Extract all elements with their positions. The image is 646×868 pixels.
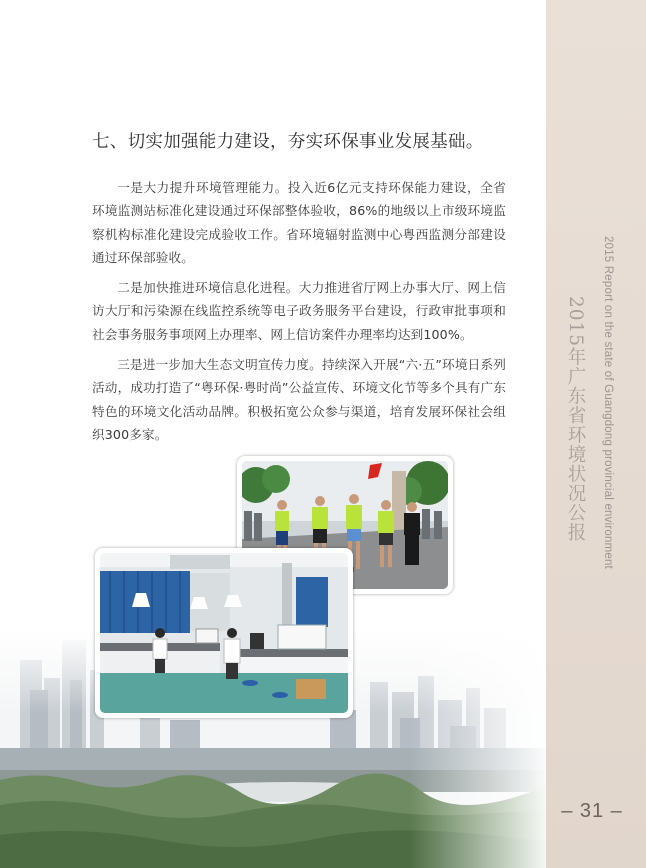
paragraph-informatization: 二是加快推进环境信息化进程。大力推进省厅网上办事大厅、网上信访大厅和污染源在线监控系统等电子政务服务平台建设，行政审批事项和社会事务服务事项网上办理率、网上信访案件办理率均达到100%。 [92,280,506,342]
section-heading: 七、切实加强能力建设，夯实环保事业发展基础。 [92,132,484,152]
photo-laboratory [95,548,353,718]
page-number: – 31 – [561,800,623,822]
paragraph-publicity: 三是进一步加大生态文明宣传力度。持续深入开展“六·五”环境日系列活动，成功打造了“粤环保·粤时尚”公益宣传、环境文化节等多个具有广东特色的环境文化活动品牌。积极拓宽公众参与渠道，培育发展环保社会组织300多家。 [92,357,506,442]
paragraph-management-capacity: 一是大力提升环境管理能力。投入近6亿元支持环保能力建设，全省环境监测站标准化建设通过环保部整体验收，86%的地级以上市级环境监察机构标准化建设完成验收工作。省环境辐射监测中心粤西监测分部建设通过环保部验收。 [92,180,506,265]
report-title-english: 2015 Report on the state of Guangdong provincial environment [602,236,614,569]
report-title-chinese: 2015年广东省环境状况公报 [565,296,586,543]
laboratory-illustration [100,553,348,713]
sidebar-band [546,0,646,868]
